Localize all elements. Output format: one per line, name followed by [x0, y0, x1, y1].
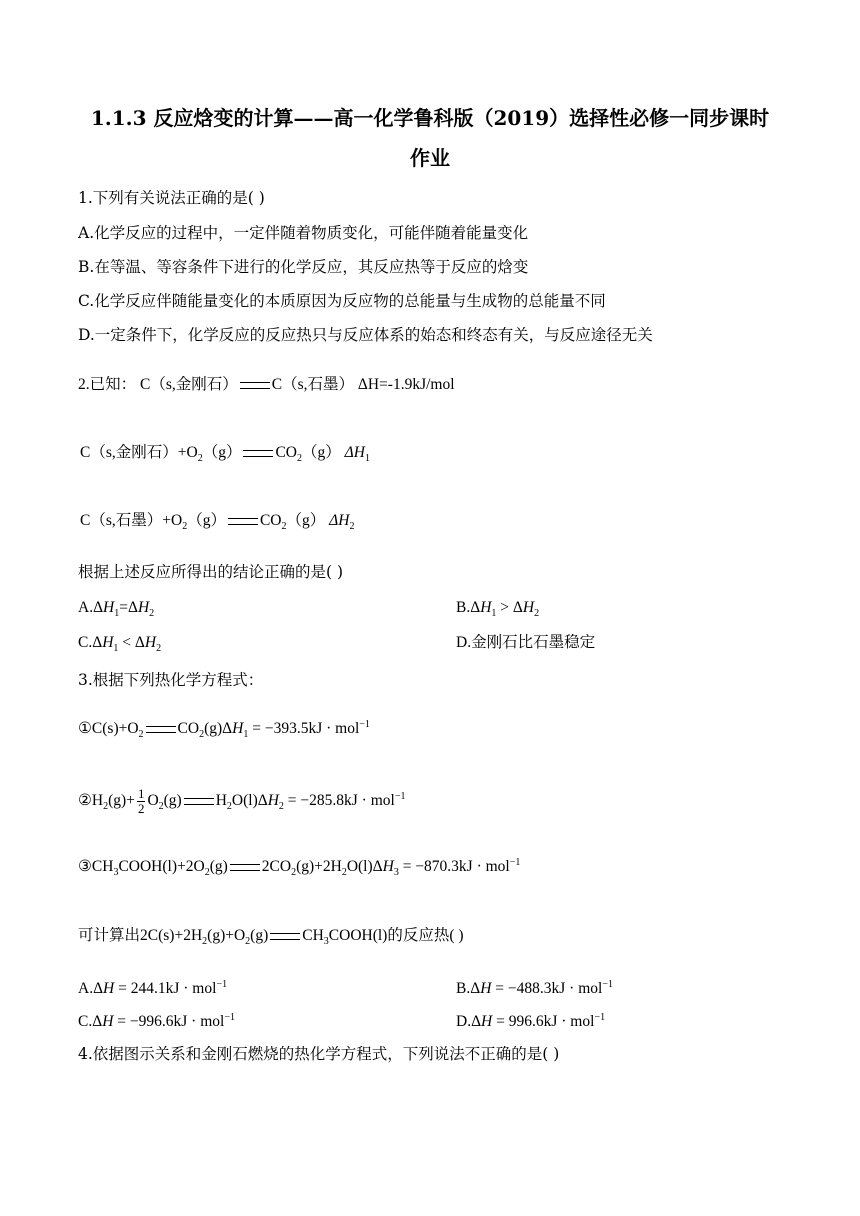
q2-eq3-state: （g） — [286, 512, 326, 529]
q2-eq1-lhs: C（s,金刚石） — [140, 376, 238, 393]
equilibrium-arrow-icon — [270, 933, 300, 940]
question-1-option-c: C.化学反应伴随能量变化的本质原因为反应物的总能量与生成物的总能量不同 — [78, 292, 606, 310]
equilibrium-arrow-icon — [146, 726, 176, 733]
q3-c-label: C. — [78, 1013, 93, 1030]
one-half-fraction: $\frac{1}{2}$ — [137, 786, 145, 816]
q2-eq2-state: （g） — [302, 444, 341, 461]
question-2-option-d: D.金刚石比石墨稳定 — [456, 634, 596, 651]
question-1-option-a: A.化学反应的过程中，一定伴随着物质变化，可能伴随着能量变化 — [78, 224, 529, 242]
question-3-option-b: B.ΔH = −488.3kJ · mol$^{-1}$ — [456, 978, 613, 997]
question-4-stem: 4.依据图示关系和金刚石燃烧的热化学方程式，下列说法不正确的是( ) — [78, 1045, 560, 1063]
q3-eq1-value: = −393.5kJ · mol — [252, 720, 360, 737]
question-2-options-row-1 — [78, 597, 818, 619]
q3-b-value: = −488.3kJ · mol — [495, 980, 603, 997]
q2-b-label: B. — [456, 599, 471, 616]
q2-eq2-rhs: CO — [275, 444, 297, 461]
question-1-stem: 1.下列有关说法正确的是( ) — [78, 189, 265, 207]
question-3-option-d: D.ΔH = 996.6kJ · mol$^{-1}$ — [456, 1011, 606, 1030]
q2-eq2-lhs: C（s,金刚石）+O — [80, 444, 198, 461]
question-2-option-b: $B.\Delta H_1 > \Delta H_2$ — [456, 599, 540, 620]
q2-eq2-mid: （g） — [202, 444, 242, 461]
q2-eq2-dh: ΔH — [344, 444, 365, 461]
question-2-options-row-2 — [78, 632, 818, 654]
question-3-option-c: C.ΔH = −996.6kJ · mol$^{-1}$ — [78, 1011, 235, 1030]
q3-eq3-value: = −870.3kJ · mol — [402, 858, 510, 875]
document-title-line2: 作业 — [410, 146, 450, 170]
q3-b-label: B. — [456, 980, 471, 997]
question-3-option-a: A.ΔH = 244.1kJ · mol$^{-1}$ — [78, 978, 228, 997]
q2-eq3-lhs: C（s,石墨）+O — [80, 512, 183, 529]
question-2-stem — [78, 374, 455, 396]
question-2-prefix: 2.已知： — [78, 376, 137, 393]
q2-eq1-rhs: C（s,石墨） — [271, 376, 355, 393]
q2-eq3-mid: （g） — [187, 512, 226, 529]
question-3-calc: 可计算出$2C(s)+2H_2(g)+O_2(g)$ $CH_3COOH(l)$的反应热( ) — [78, 927, 464, 948]
question-2-option-c: $C.\Delta H_1 < \Delta H_2$ — [78, 634, 162, 655]
q2-eq3-dh: ΔH — [329, 512, 350, 529]
question-2-equation-2: C（s,金刚石）$+O_2(g)$ $CO_2(g)$ $\Delta H_1$ — [80, 444, 370, 465]
q3-a-label: A. — [78, 980, 94, 997]
q2-a-label: A. — [78, 599, 94, 616]
q3-c-value: = −996.6kJ · mol — [117, 1013, 225, 1030]
q3-eq3-number: ③ — [78, 858, 92, 875]
document-title-line1: 1.1.3 反应焓变的计算——高一化学鲁科版（2019）选择性必修一同步课时 — [90, 106, 770, 130]
question-3-options-row-1 — [78, 978, 818, 1000]
equilibrium-arrow-icon — [243, 450, 273, 457]
q2-c-label: C. — [78, 634, 93, 651]
equilibrium-arrow-icon — [230, 864, 260, 871]
q3-calc-prefix: 可计算出 — [78, 927, 141, 944]
q3-d-value: = 996.6kJ · mol — [496, 1013, 595, 1030]
question-3-equation-3: $③CH_3COOH(l)+2O_2(g) 2CO_2(g)+2H_2O(l)\Delta H_3 = -870.3kJ \cdot mol^{-1}$ — [78, 856, 521, 879]
question-2-conclusion: 根据上述反应所得出的结论正确的是( ) — [78, 563, 344, 581]
question-3-options-row-2 — [78, 1011, 818, 1033]
equilibrium-arrow-icon — [240, 382, 270, 389]
question-2-option-a: $A.\Delta H_1=\Delta H_2$ — [78, 599, 155, 620]
q3-eq2-value: = −285.8kJ · mol — [287, 792, 395, 810]
equilibrium-arrow-icon — [228, 518, 258, 525]
q3-d-label: D. — [456, 1013, 472, 1030]
question-3-stem: 3.根据下列热化学方程式： — [78, 671, 264, 689]
q2-eq3-rhs: CO — [259, 512, 282, 529]
q3-eq1-number: ① — [78, 720, 92, 737]
q3-calc-suffix: 的反应热( ) — [387, 927, 464, 944]
q3-a-value: = 244.1kJ · mol — [118, 980, 217, 997]
question-2-equation-3: C（s,石墨）$+O_2(g)$ $CO_2(g)$ $\Delta H_2$ — [80, 512, 355, 533]
question-1-option-b: B.在等温、等容条件下进行的化学反应，其反应热等于反应的焓变 — [78, 258, 529, 276]
equilibrium-arrow-icon — [184, 798, 214, 805]
question-3-equation-2: $②H_2(g)+$ $\frac{1}{2}$ $O_2(g) H_2O(l)\Delta H_2 = -285.8kJ \cdot mol^{-1}$ — [78, 786, 406, 816]
q3-eq2-number: ② — [78, 792, 92, 810]
question-1-option-d: D.一定条件下，化学反应的反应热只与反应体系的始态和终态有关，与反应途径无关 — [78, 326, 653, 344]
question-3-equation-1: $①C(s)+O_2$ $CO_2(g)\Delta H_1 = -393.5kJ \cdot mol^{-1}$ — [78, 718, 370, 741]
q2-eq1-dh: ΔH=-1.9kJ/mol — [357, 376, 455, 393]
